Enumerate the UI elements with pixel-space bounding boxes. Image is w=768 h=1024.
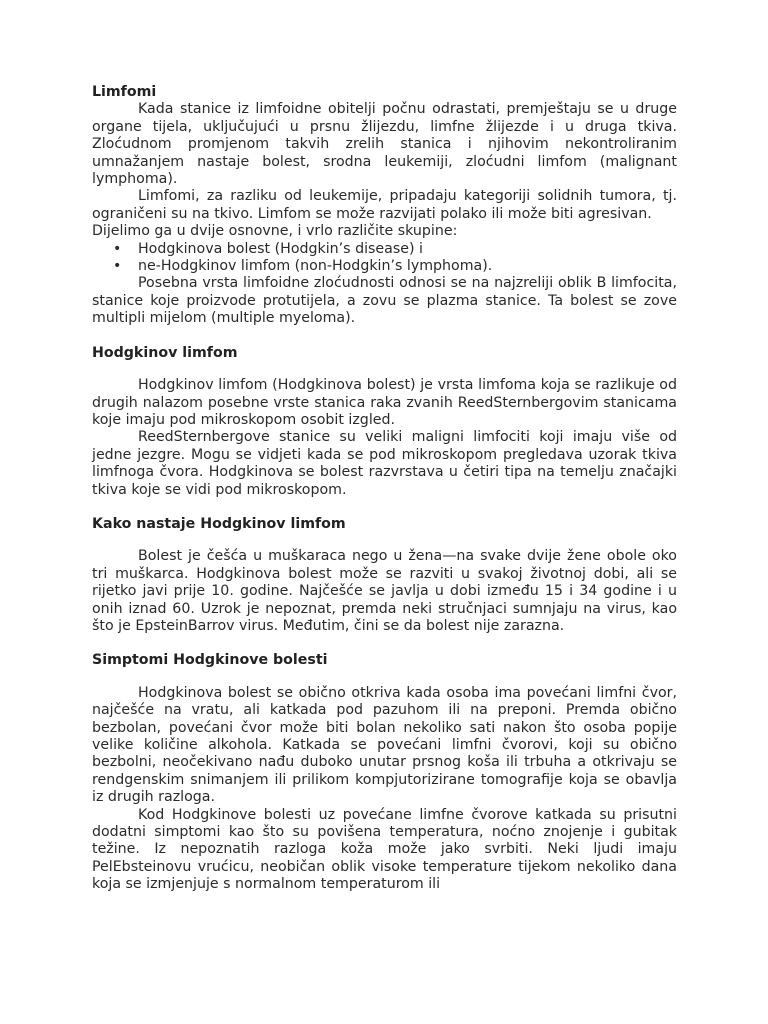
- list-item-text: ne-Hodgkinov limfom (non-Hodgkin’s lymphoma).: [138, 258, 493, 275]
- paragraph: Dijelimo ga u dvije osnovne, i vrlo različite skupine:: [92, 223, 458, 240]
- section-heading-kako-nastaje: Kako nastaje Hodgkinov limfom: [92, 515, 346, 532]
- paragraph: ReedSternbergove stanice su veliki maligni limfociti koji imaju više od jedne jezgre. Mogu se vidjeti kada se pod mikroskopom pregledava uzorak tkiva limfnoga čvora. Hodgkinova se bolest razvrstava u četiri tipa na temelju značajki tkiva koje se vidi pod mikroskopom.: [92, 429, 677, 498]
- paragraph: Limfomi, za razliku od leukemije, pripadaju kategoriji solidnih tumora, tj. ograničeni su na tkivo. Limfom se može razvijati polako ili može biti agresivan.: [92, 188, 677, 222]
- paragraph: Posebna vrsta limfoidne zloćudnosti odnosi se na najzreliji oblik B limfocita, stanice koje proizvode protutijela, a zovu se plazma stanice. Ta bolest se zove multipli mijelom (multiple myeloma).: [92, 275, 677, 327]
- section-heading-limfomi: Limfomi: [92, 84, 157, 100]
- bullet-icon: •: [113, 258, 122, 275]
- bullet-list: [92, 241, 677, 276]
- section-heading-hodgkinov-limfom: Hodgkinov limfom: [92, 344, 238, 361]
- paragraph: Bolest je češća u muškaraca nego u žena—na svake dvije žene obole oko tri muškarca. Hodgkinova bolest može se razviti u svakoj životnoj dobi, ali se rijetko javi prije 10. godine. Najčešće se javlja u dobi između 15 i 34 godine i u onih iznad 60. Uzrok je nepoznat, premda neki stručnjaci sumnjaju na virus, kao što je EpsteinBarrov virus. Međutim, čini se da bolest nije zarazna.: [92, 548, 677, 634]
- list-item: [92, 258, 677, 275]
- paragraph: Hodgkinova bolest se obično otkriva kada osoba ima povećani limfni čvor, najčešće na vratu, ali katkada pod pazuhom ili na preponi. Premda obično bezbolan, povećani čvor može biti bolan nekoliko sati nakon što osoba popije velike količine alkohola. Katkada se povećani limfni čvorovi, koji su obično bezbolni, neočekivano nađu duboko unutar prsnog koša ili trbuha a otkrivaju se rendgenskim snimanjem ili prilikom kompjutorizirane tomografije koja se obavlja iz drugih razloga.: [92, 684, 677, 806]
- paragraph: Kada stanice iz limfoidne obitelji počnu odrastati, premještaju se u druge organe tijela, uključujući u prsnu žlijezdu, limfne žlijezde i u druga tkiva. Zloćudnom promjenom takvih zrelih stanica i njihovim nekontroliranim umnažanjem nastaje bolest, srodna leukemiji, zloćudni limfom (malignant lymphoma).: [92, 101, 677, 188]
- section-heading-simptomi: Simptomi Hodgkinove bolesti: [92, 652, 328, 669]
- paragraph: Kod Hodgkinove bolesti uz povećane limfne čvorove katkada su prisutni dodatni simptomi kao što su povišena temperatura, noćno znojenje i gubitak težine. Iz nepoznatih razloga koža može jako svrbiti. Neki ljudi imaju PelEbsteinovu vrućicu, neobičan oblik visoke temperature tijekom nekoliko dana koja se izmjenjuje s normalnom temperaturom ili: [92, 806, 677, 893]
- document-page: [92, 84, 677, 894]
- list-item: [92, 241, 677, 258]
- paragraph: Hodgkinov limfom (Hodgkinova bolest) je vrsta limfoma koja se razlikuje od drugih nalazom posebne vrste stanica raka zvanih ReedSternbergovim stanicama koje imaju pod mikroskopom osobit izgled.: [92, 377, 677, 428]
- bullet-icon: •: [113, 240, 122, 257]
- list-item-text: Hodgkinova bolest (Hodgkin’s disease) i: [138, 240, 423, 257]
